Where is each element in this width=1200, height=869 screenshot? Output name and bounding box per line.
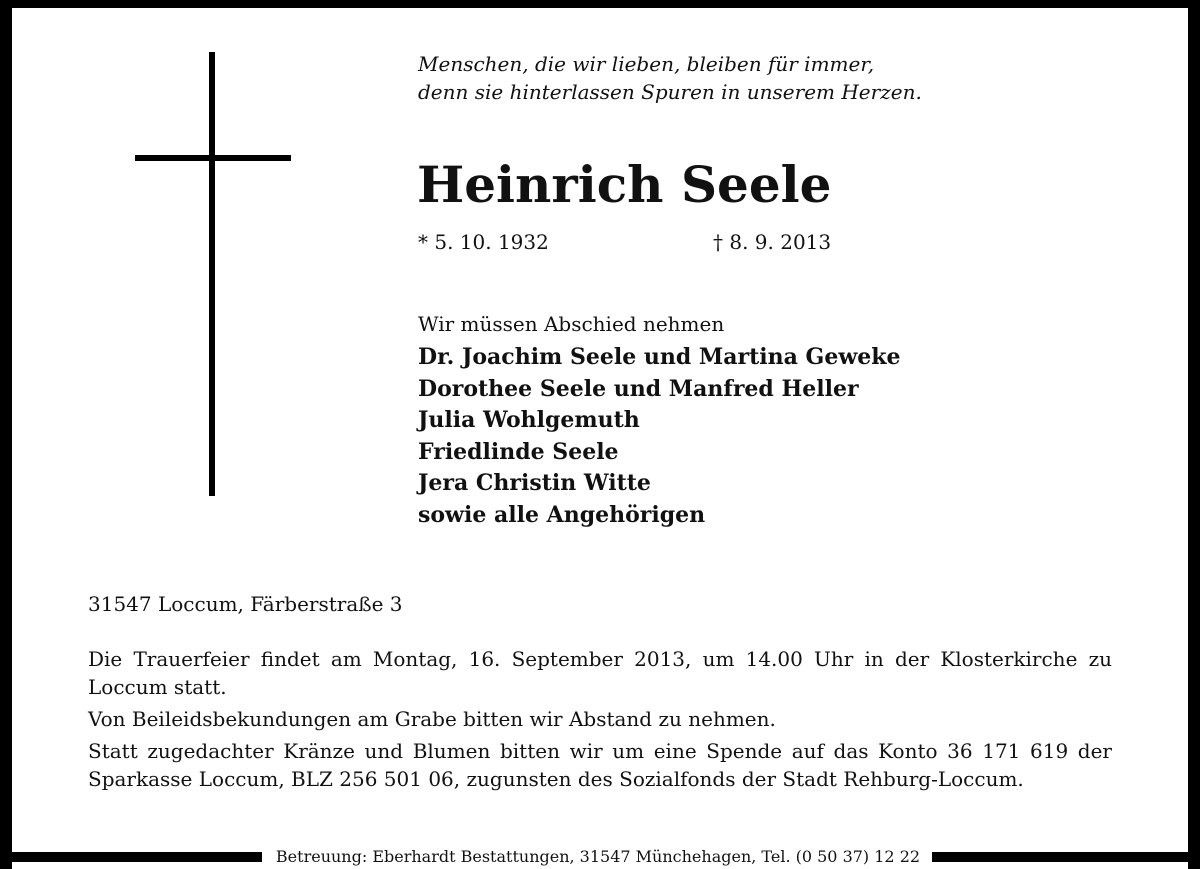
footer-rule-left (0, 852, 262, 862)
mourner-item: Julia Wohlgemuth (418, 407, 640, 433)
quote-line-1: Menschen, die wir lieben, bleiben für immer, (418, 52, 875, 76)
cross-horizontal-bar (135, 155, 291, 161)
condolences-text: Von Beileidsbekundungen am Grabe bitten wir Abstand zu nehmen. (88, 707, 776, 731)
family-address: 31547 Loccum, Färberstraße 3 (88, 592, 403, 616)
undertaker-credit: Betreuung: Eberhardt Bestattungen, 31547 Münchehagen, Tel. (0 50 37) 12 22 (275, 847, 921, 866)
mourner-item: Friedlinde Seele (418, 438, 619, 465)
death-date: † 8. 9. 2013 (713, 230, 832, 254)
birth-date: * 5. 10. 1932 (418, 230, 549, 254)
mourner-item: Dorothee Seele und Manfred Heller (418, 375, 859, 402)
farewell-intro: Wir müssen Abschied nehmen (418, 312, 725, 336)
memorial-quote (418, 50, 1038, 106)
quote-line-2: denn sie hinterlassen Spuren in unserem Herzen. (418, 80, 922, 104)
footer-rule-right (932, 852, 1200, 862)
cross-vertical-bar (209, 52, 215, 496)
mourner-item: sowie alle Angehörigen (418, 501, 706, 528)
mourner-item: Jera Christin Witte (418, 470, 651, 496)
donation-text: Statt zugedachter Kränze und Blumen bitten wir um eine Spende auf das Konto 36 171 619 der Sparkasse Loccum, BLZ 256 501 06, zugunsten des Sozialfonds der Stadt Rehburg-Loccum. (88, 739, 1112, 791)
deceased-name: Heinrich Seele (417, 155, 832, 214)
funeral-service-text: Die Trauerfeier findet am Montag, 16. September 2013, um 14.00 Uhr in der Klosterkirche zu Loccum statt. (88, 647, 1112, 699)
mourner-item: Dr. Joachim Seele und Martina Geweke (418, 344, 901, 370)
mourners-list (418, 342, 901, 531)
